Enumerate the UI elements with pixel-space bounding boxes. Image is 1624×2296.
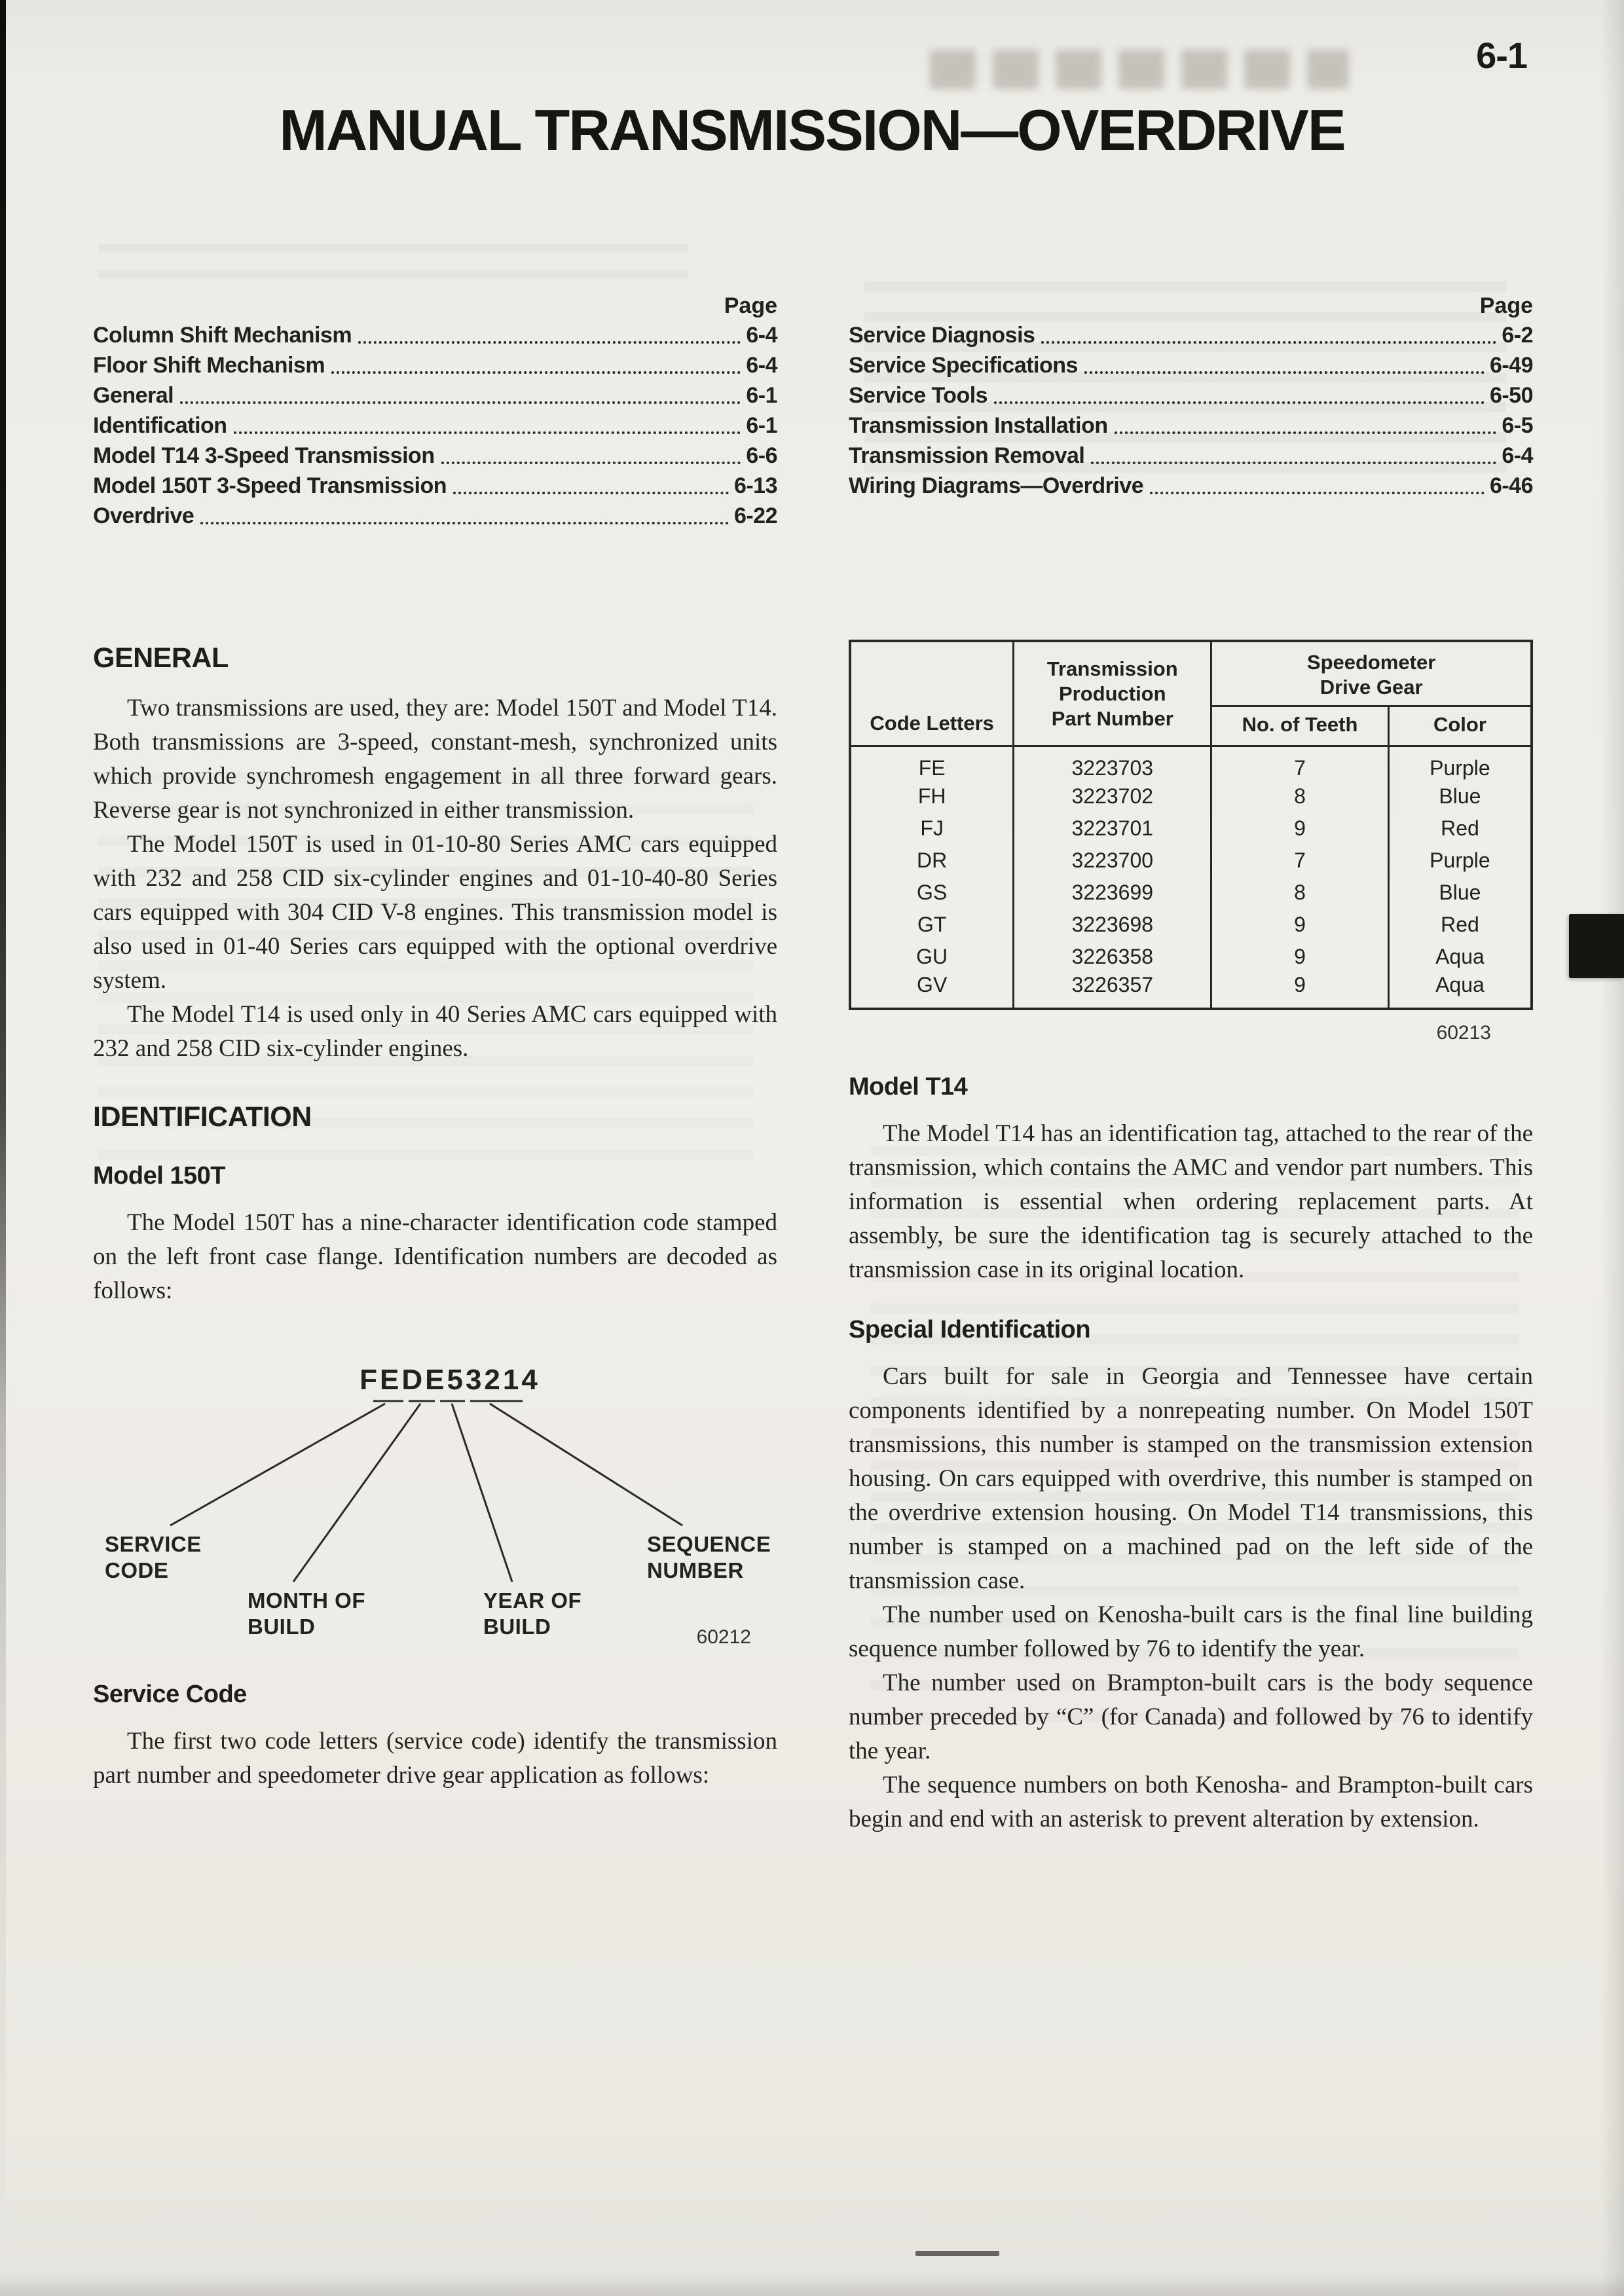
- figure-number: 60212: [696, 1626, 751, 1648]
- cell-part-number: 3223699: [1014, 877, 1211, 909]
- toc-item: [849, 441, 1533, 471]
- toc-page-header: Page: [1479, 293, 1533, 318]
- diagram-leader-line: [452, 1404, 512, 1582]
- toc-item: [93, 410, 777, 441]
- table-row: [850, 877, 1532, 909]
- header-part-number: [1014, 641, 1211, 746]
- diagram-label-month-of-build: BUILD: [248, 1614, 316, 1639]
- cell-teeth: 9: [1211, 909, 1389, 941]
- cell-part-number: 3223698: [1014, 909, 1211, 941]
- paragraph: Cars built for sale in Georgia and Tennessee have certain components identified by a nonrepeating number. On Model 150T transmissions, this number is stamped on the transmission extension housing. On cars equipped with overdrive, this number is stamped on the overdrive extension housing. On Model T14 transmissions, this number is stamped on a machined pad on the left side of the transmission case.: [849, 1363, 1533, 1594]
- paragraph: Two transmissions are used, they are: Model 150T and Model T14. Both transmissions are 3-speed, constant-mesh, synchronized units which provide synchromesh engagement in all three forward gears. Reverse gear is not synchronized in either transmission.: [93, 695, 777, 824]
- toc-page-ref: 6-1: [746, 383, 777, 408]
- scan-edge-right: [1600, 0, 1624, 2296]
- dot-leader: [1150, 492, 1485, 494]
- paragraph: The Model 150T is used in 01-10-80 Series AMC cars equipped with 232 and 258 CID six-cylinder engines and 01-10-40-80 Series cars equipped with 304 CID V-8 engines. This transmission model is also used in 01-40 Series cars equipped with the optional overdrive system.: [93, 831, 777, 994]
- toc-label: Overdrive: [93, 503, 194, 528]
- toc-page-ref: 6-22: [733, 503, 777, 528]
- toc-page-ref: 6-13: [733, 473, 777, 498]
- cell-teeth: 9: [1211, 973, 1389, 1009]
- page-title: MANUAL TRANSMISSION—OVERDRIVE: [279, 98, 1345, 162]
- dot-leader: [331, 371, 741, 374]
- diagram-label-month-of-build: MONTH OF: [248, 1588, 365, 1613]
- cell-color: Aqua: [1388, 973, 1532, 1009]
- dot-leader: [180, 401, 741, 404]
- paragraph: The sequence numbers on both Kenosha- and Brampton-built cars begin and end with an asterisk to prevent alteration by extension.: [849, 1772, 1533, 1832]
- cell-teeth: 9: [1211, 941, 1389, 973]
- diagram-leader-line: [490, 1404, 682, 1525]
- heading-special-identification: Special Identification: [849, 1316, 1091, 1343]
- cell-color: Purple: [1388, 746, 1532, 781]
- toc-label: Transmission Installation: [849, 413, 1108, 438]
- dot-leader: [994, 401, 1485, 404]
- cell-teeth: 9: [1211, 812, 1389, 845]
- toc-page-ref: 6-49: [1489, 353, 1533, 378]
- cell-code: GU: [916, 945, 948, 968]
- toc-page-ref: 6-2: [1502, 323, 1533, 348]
- cell-color: Purple: [1388, 845, 1532, 877]
- heading-model-t14: Model T14: [849, 1073, 968, 1101]
- diagram-code-text: FEDE53214: [360, 1364, 540, 1396]
- cell-code: GV: [917, 973, 948, 996]
- toc-item: [93, 380, 777, 410]
- header-color: Color: [1388, 706, 1532, 746]
- cell-color: Blue: [1388, 780, 1532, 812]
- header-part-line: Part Number: [1051, 706, 1173, 730]
- toc-page-header: Page: [724, 293, 777, 318]
- toc-item: [93, 350, 777, 380]
- bleed-through-text: [930, 50, 1349, 89]
- toc-label: Model T14 3-Speed Transmission: [93, 443, 435, 468]
- toc-left: [93, 291, 777, 531]
- header-part-line: Transmission: [1046, 657, 1178, 680]
- toc-item: [849, 350, 1533, 380]
- dot-leader: [453, 492, 729, 494]
- toc-page-ref: 6-4: [1502, 443, 1533, 468]
- heading-general: GENERAL: [93, 642, 229, 674]
- spec-table-header: [850, 641, 1532, 746]
- cell-code: DR: [917, 848, 948, 872]
- toc-item: [93, 501, 777, 531]
- cell-code: GS: [917, 881, 948, 904]
- table-row: [850, 909, 1532, 941]
- toc-page-ref: 6-46: [1489, 473, 1533, 498]
- toc-label: General: [93, 383, 174, 408]
- cell-color: Red: [1388, 812, 1532, 845]
- cell-part-number: 3223700: [1014, 845, 1211, 877]
- dot-leader: [1091, 462, 1496, 464]
- cell-color: Red: [1388, 909, 1532, 941]
- header-no-of-teeth: No. of Teeth: [1211, 706, 1389, 746]
- table-row: [850, 780, 1532, 812]
- table-row: [850, 941, 1532, 973]
- toc-label: Model 150T 3-Speed Transmission: [93, 473, 447, 498]
- dot-leader: [441, 462, 741, 464]
- identification-code-diagram: [93, 1360, 777, 1652]
- dot-leader: [234, 431, 741, 434]
- toc-label: Service Specifications: [849, 353, 1078, 378]
- toc-label: Identification: [93, 413, 227, 438]
- table-row: [850, 973, 1532, 1009]
- cell-part-number: 3223701: [1014, 812, 1211, 845]
- toc-item: [849, 320, 1533, 350]
- table-row: [850, 845, 1532, 877]
- paragraph: The number used on Brampton-built cars is the body sequence number preceded by “C” (for Canada) and followed by 76 to identify the year.: [849, 1669, 1533, 1764]
- cell-part-number: 3226358: [1014, 941, 1211, 973]
- cell-part-number: 3223702: [1014, 780, 1211, 812]
- header-code-letters: Code Letters: [850, 641, 1014, 746]
- diagram-label-service-code: SERVICE: [105, 1532, 202, 1556]
- toc-item: [93, 441, 777, 471]
- toc-item: [93, 471, 777, 501]
- toc-page-ref: 6-5: [1502, 413, 1533, 438]
- toc-page-ref: 6-4: [746, 323, 777, 348]
- toc-right: [849, 291, 1533, 501]
- dot-leader: [358, 341, 741, 344]
- header-speedo-line: Speedometer: [1306, 651, 1436, 674]
- cell-code: GT: [917, 913, 947, 936]
- scan-edge-left: [0, 0, 6, 2296]
- cell-teeth: 7: [1211, 746, 1389, 781]
- cell-color: Blue: [1388, 877, 1532, 909]
- toc-label: Floor Shift Mechanism: [93, 353, 325, 378]
- paragraph: The number used on Kenosha-built cars is the final line building sequence number followed by 76 to identify the year.: [849, 1601, 1533, 1662]
- toc-page-ref: 6-4: [746, 353, 777, 378]
- header-speedo-line: Drive Gear: [1320, 676, 1423, 699]
- toc-page-ref: 6-6: [746, 443, 777, 468]
- spec-table: [849, 640, 1533, 1010]
- section-tab-marker: [1569, 914, 1624, 978]
- toc-label: Column Shift Mechanism: [93, 323, 352, 348]
- paragraph: The first two code letters (service code) identify the transmission part number and speedometer drive gear application as follows:: [93, 1728, 777, 1789]
- scan-artifact-mark: [915, 2251, 999, 2256]
- cell-teeth: 8: [1211, 780, 1389, 812]
- diagram-label-sequence-number: NUMBER: [647, 1558, 744, 1582]
- bleed-through-text: [98, 244, 688, 283]
- dot-leader: [1115, 431, 1497, 434]
- cell-code: FE: [918, 756, 946, 780]
- figure-number: 60213: [1436, 1022, 1491, 1044]
- table-row: [850, 746, 1532, 781]
- cell-color: Aqua: [1388, 941, 1532, 973]
- cell-code: FJ: [920, 816, 944, 840]
- diagram-label-year-of-build: YEAR OF: [483, 1588, 582, 1613]
- scan-edge-bottom: [0, 2274, 1624, 2296]
- toc-item: [93, 320, 777, 350]
- table-row: [850, 812, 1532, 845]
- paragraph: The Model 150T has a nine-character identification code stamped on the left front case flange. Identification numbers are decoded as follows:: [93, 1209, 777, 1304]
- heading-model-150t: Model 150T: [93, 1162, 225, 1190]
- diagram-leader-line: [170, 1404, 385, 1525]
- toc-label: Transmission Removal: [849, 443, 1085, 468]
- diagram-label-sequence-number: SEQUENCE: [647, 1532, 771, 1556]
- diagram-label-service-code: CODE: [105, 1558, 169, 1582]
- left-column: [93, 291, 777, 1793]
- dot-leader: [1084, 371, 1485, 374]
- dot-leader: [1041, 341, 1496, 344]
- cell-part-number: 3223703: [1014, 746, 1211, 781]
- cell-code: FH: [917, 784, 946, 808]
- header-speedometer-drive-gear: [1211, 641, 1532, 706]
- speedometer-gear-table-block: [849, 640, 1533, 1044]
- diagram-label-year-of-build: BUILD: [483, 1614, 551, 1639]
- toc-label: Wiring Diagrams—Overdrive: [849, 473, 1144, 498]
- toc-page-ref: 6-50: [1489, 383, 1533, 408]
- cell-teeth: 8: [1211, 877, 1389, 909]
- toc-item: [849, 410, 1533, 441]
- toc-item: [849, 471, 1533, 501]
- paragraph: The Model T14 has an identification tag, attached to the rear of the transmission, which contains the AMC and vendor part numbers. This information is essential when ordering replacement parts. At assembly, be sure the identification tag is securely attached to the transmission case in its original location.: [849, 1120, 1533, 1283]
- paragraph: The Model T14 is used only in 40 Series AMC cars equipped with 232 and 258 CID six-cylinder engines.: [93, 1001, 777, 1062]
- cell-teeth: 7: [1211, 845, 1389, 877]
- cell-part-number: 3226357: [1014, 973, 1211, 1009]
- right-column: [849, 291, 1533, 1836]
- toc-item: [849, 380, 1533, 410]
- toc-label: Service Diagnosis: [849, 323, 1035, 348]
- toc-label: Service Tools: [849, 383, 988, 408]
- heading-identification: IDENTIFICATION: [93, 1101, 312, 1133]
- page-number: 6-1: [1476, 35, 1527, 76]
- toc-page-ref: 6-1: [746, 413, 777, 438]
- header-part-line: Production: [1058, 682, 1166, 705]
- diagram-leader-line: [293, 1404, 420, 1582]
- heading-service-code: Service Code: [93, 1681, 247, 1708]
- dot-leader: [200, 522, 729, 524]
